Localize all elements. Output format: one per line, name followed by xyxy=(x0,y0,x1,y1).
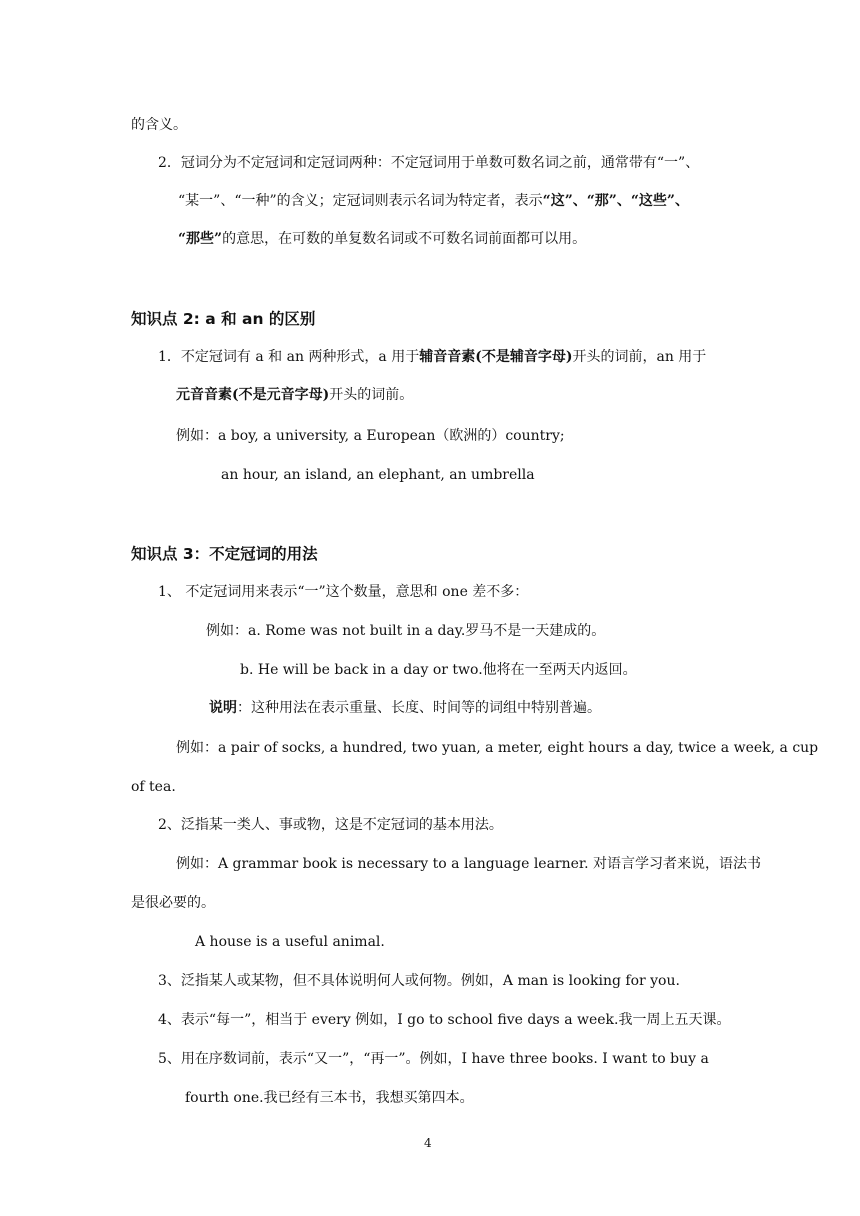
s3-item-2: 2、泛指某一类人、事或物，这是不定冠词的基本用法。 xyxy=(158,817,503,833)
s2-text-a: 1．不定冠词有 a 和 an 两种形式，a 用于 xyxy=(158,349,420,365)
s3-note xyxy=(209,698,601,718)
item-2-bold: “这”、“那”、“这些”、 xyxy=(542,193,689,209)
s3-item-1: 1、 不定冠词用来表示“一”这个数量，意思和 one 差不多： xyxy=(158,584,529,600)
s2-bold-b: 元音音素(不是元音字母) xyxy=(176,387,330,403)
s2-example-2: an hour, an island, an elephant, an umbrella xyxy=(221,467,535,483)
item-2-text: “某一”、“一种”的含义；定冠词则表示名词为特定者，表示 xyxy=(178,193,543,209)
section-3-heading: 知识点 3：不定冠词的用法 xyxy=(131,545,318,563)
note-text: ：这种用法在表示重量、长度、时间等的词组中特别普遍。 xyxy=(237,700,601,716)
s3-example-2-line-2: of tea. xyxy=(131,779,176,795)
s2-text-c: 开头的词前。 xyxy=(329,387,414,403)
s3-example-2-line-1: 例如：a pair of socks, a hundred, two yuan, a meter, eight hours a day, twice a week, a cup xyxy=(176,740,819,756)
s3-example-3-line-2: 是很必要的。 xyxy=(131,895,215,911)
s2-bold-a: 辅音音素(不是辅音字母) xyxy=(419,349,573,365)
s2-item-1-line-1 xyxy=(158,347,706,367)
item-2-text-2: 的意思，在可数的单复数名词或不可数名词前面都可以用。 xyxy=(222,231,587,247)
note-label: 说明 xyxy=(209,700,237,716)
section-2-heading: 知识点 2: a 和 an 的区别 xyxy=(131,310,316,328)
page-number: 4 xyxy=(424,1136,432,1150)
carry-over-line: 的含义。 xyxy=(131,117,187,133)
s3-example-3-line-1: 例如：A grammar book is necessary to a language learner. 对语言学习者来说，语法书 xyxy=(176,856,761,872)
s3-item-5-line-2: fourth one.我已经有三本书，我想买第四本。 xyxy=(185,1090,474,1106)
s3-item-5-line-1: 5、用在序数词前，表示“又一”，“再一”。例如，I have three books. I want to buy a xyxy=(158,1051,709,1067)
s3-example-b: b. He will be back in a day or two.他将在一至两天内返回。 xyxy=(240,662,637,678)
item-2-line-1: 2．冠词分为不定冠词和定冠词两种：不定冠词用于单数可数名词之前，通常带有“一”、 xyxy=(158,155,700,171)
s3-example-a: 例如：a. Rome was not built in a day.罗马不是一天建成的。 xyxy=(206,623,606,639)
s3-item-4: 4、表示“每一”，相当于 every 例如，I go to school five days a week.我一周上五天课。 xyxy=(158,1012,731,1028)
s3-example-3-line-3: A house is a useful animal. xyxy=(195,934,385,950)
item-2-bold-2: “那些” xyxy=(178,231,223,247)
item-2-line-2 xyxy=(178,191,689,211)
s3-item-3: 3、泛指某人或某物，但不具体说明何人或何物。例如，A man is looking for you. xyxy=(158,973,680,989)
item-2-line-3 xyxy=(178,229,586,249)
s2-text-b: 开头的词前，an 用于 xyxy=(572,349,707,365)
s2-example-1: 例如：a boy, a university, a European（欧洲的）country; xyxy=(176,428,565,444)
s2-item-1-line-2 xyxy=(176,385,413,405)
